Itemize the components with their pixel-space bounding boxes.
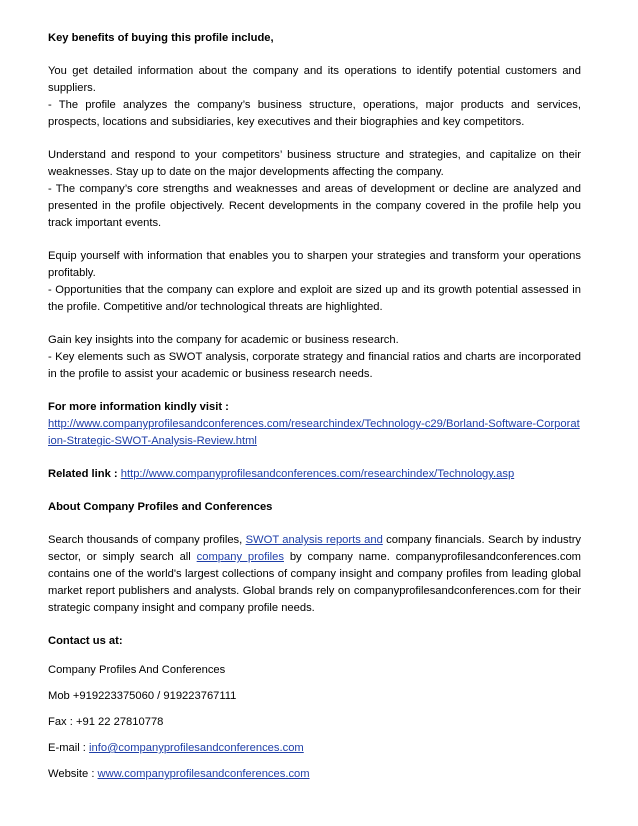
about-text-1: Search thousands of company profiles, (48, 534, 243, 546)
benefit-main-text: Equip yourself with information that enables you to sharpen your strategies and transform your operations profitably. (48, 250, 581, 279)
benefit-main-text: Understand and respond to your competitors’ business structure and strategies, and capitalize on their weaknesses. Stay up to date on the major developments affecting the company. (48, 149, 581, 178)
benefit-block-4 (48, 332, 581, 383)
benefit-block-3 (48, 248, 581, 316)
benefit-detail-text: - Opportunities that the company can explore and exploit are sized up and its growth potential assessed in the profile. Competitive and/or technological threats are highlighted. (48, 284, 581, 313)
contact-email-label: E-mail : (48, 742, 86, 754)
benefit-block-2 (48, 147, 581, 232)
contact-mob: Mob +919223375060 / 919223767111 (48, 690, 237, 702)
more-info-link[interactable]: http://www.companyprofilesandconferences.com/researchindex/Technology-c29/Borland-Software-Corporation-Strategic-SWOT-Analysis-Review.html (48, 418, 580, 447)
about-heading: About Company Profiles and Conferences (48, 501, 273, 513)
benefit-detail-text: - The company’s core strengths and weaknesses and areas of development or decline are analyzed and presented in the profile objectively. Recent developments in the company covered in the profile help you track important events. (48, 183, 581, 229)
benefits-heading: Key benefits of buying this profile include, (48, 32, 274, 44)
about-text-2: company financials. Search by industry sector, or simply search all (48, 534, 582, 563)
benefit-main-text: You get detailed information about the company and its operations to identify potential customers and suppliers. (48, 65, 581, 94)
contact-heading: Contact us at: (48, 635, 123, 647)
contact-section (48, 662, 581, 783)
contact-email-link[interactable]: info@companyprofilesandconferences.com (89, 742, 304, 754)
benefit-detail-text: - Key elements such as SWOT analysis, corporate strategy and financial ratios and charts are incorporated in the profile to assist your academic or business research needs. (48, 351, 581, 380)
contact-company: Company Profiles And Conferences (48, 664, 226, 676)
related-link-section (48, 466, 581, 483)
more-info-label: For more information kindly visit : (48, 401, 229, 413)
benefit-main-text: Gain key insights into the company for academic or business research. (48, 334, 399, 346)
swot-reports-link[interactable]: SWOT analysis reports and (245, 534, 383, 546)
document-page (48, 30, 581, 792)
company-profiles-link[interactable]: company profiles (196, 551, 284, 563)
more-info-section (48, 399, 581, 450)
about-text-3: by company name. companyprofilesandconferences.com contains one of the world's largest collections of company insight and company profiles from leading global market report publishers and analysts. Global brands rely on companyprofilesandconferences.com for their strategic company insight and company profile needs. (48, 551, 582, 614)
contact-website-label: Website : (48, 768, 95, 780)
contact-website-link[interactable]: www.companyprofilesandconferences.com (97, 768, 310, 780)
about-paragraph (48, 532, 581, 617)
benefit-block-1 (48, 63, 581, 131)
related-link-label: Related link : (48, 468, 118, 480)
benefit-detail-text: - The profile analyzes the company’s business structure, operations, major products and services, prospects, locations and subsidiaries, key executives and their biographies and key competitors. (48, 99, 581, 128)
contact-fax: Fax : +91 22 27810778 (48, 716, 164, 728)
related-link[interactable]: http://www.companyprofilesandconferences.com/researchindex/Technology.asp (120, 468, 515, 480)
